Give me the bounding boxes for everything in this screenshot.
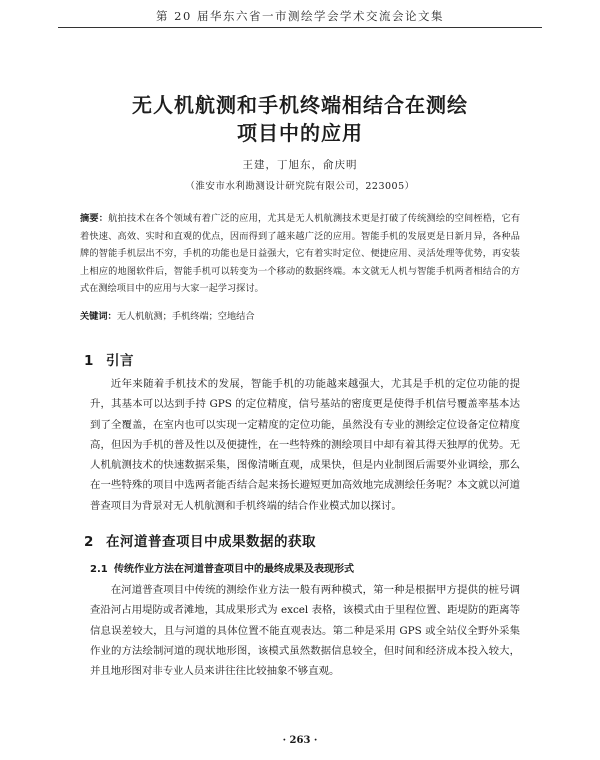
section-2-title: 在河道普查项目中成果数据的获取 xyxy=(106,534,316,550)
running-header: 第 20 届华东六省一市测绘学会学术交流会论文集 xyxy=(156,9,444,23)
section-1-paragraph: 近年来随着手机技术的发展，智能手机的功能越来越强大，尤其是手机的定位功能的提升，其基本可以达到手持 GPS 的定位精度，信号基站的密度更是使得手机信号覆盖率基本达到了全覆盖，在室内也可以实现一定精度的定位功能，虽然没有专业的测绘定位设备定位精度高，但因为手机的普及性以及便捷性，在一些特殊的测绘项目中却有着其得天独厚的优势。无人机航测技术的快速数据采集，图像清晰直观，成果快，但是内业制图后需要外业调绘，那么在一些特殊的项目中选两者能否结合起来扬长避短更加高效地完成测绘任务呢？本文就以河道普查项目为背景对无人机航测和手机终端的结合作业模式加以探讨。 xyxy=(90,378,520,512)
paper-title-line1: 无人机航测和手机终端相结合在测绘 xyxy=(132,93,468,117)
affiliation: （淮安市水利勘测设计研究院有限公司，223005） xyxy=(185,181,415,192)
keywords-label: 关键词： xyxy=(80,311,117,322)
keywords-text: 无人机航测；手机终端；空地结合 xyxy=(116,311,255,322)
page-number: · 263 · xyxy=(282,735,318,746)
abstract-text: 航拍技术在各个领域有着广泛的应用，尤其是无人机航测技术更是打破了传统测绘的空间桎梏，它有着快速、高效、实时和直观的优点，因而得到了越来越广泛的应用。智能手机的发展更是日新月异，各种品牌的智能手机层出不穷，手机的功能也是日益强大，它有着实时定位、便捷应用、灵活处理等优势，再安装上相应的地图软件后，智能手机可以转变为一个移动的数据终端。本文就无人机与智能手机两者相结合的方式在测绘项目中的应用与大家一起学习探讨。 xyxy=(80,213,521,294)
section-1-number: 1 xyxy=(84,353,94,369)
subsection-2-1-number: 2.1 xyxy=(90,564,108,575)
section-1-heading xyxy=(84,349,134,369)
section-2-heading xyxy=(84,530,316,550)
header-rule xyxy=(58,27,542,28)
subsection-2-1-heading xyxy=(90,560,354,575)
authors: 王建，丁旭东，俞庆明 xyxy=(242,159,358,171)
abstract-label: 摘要： xyxy=(80,213,109,224)
abstract xyxy=(80,210,520,298)
section-2-number: 2 xyxy=(84,534,94,550)
section-2-paragraph: 在河道普查项目中传统的测绘作业方法一般有两种模式，第一种是根据甲方提供的桩号调查沿河占用堤防或者滩地，其成果形式为 excel 表格，该模式由于里程位置、距堤防的距离等信息误差较大，且与河道的具体位置不能直观表达。第二种是采用 GPS 或全站仪全野外采集作业的方法绘制河道的现状地形图，该模式虽然数据信息较全，但时间和经济成本投入较大，并且地形图对非专业人员来讲往往比较抽象不够直观。 xyxy=(90,584,520,678)
section-1-title: 引言 xyxy=(106,353,134,369)
paper-title-line2: 项目中的应用 xyxy=(237,121,363,145)
subsection-2-1-title: 传统作业方法在河道普查项目中的最终成果及表现形式 xyxy=(114,564,354,575)
keywords xyxy=(80,308,520,322)
